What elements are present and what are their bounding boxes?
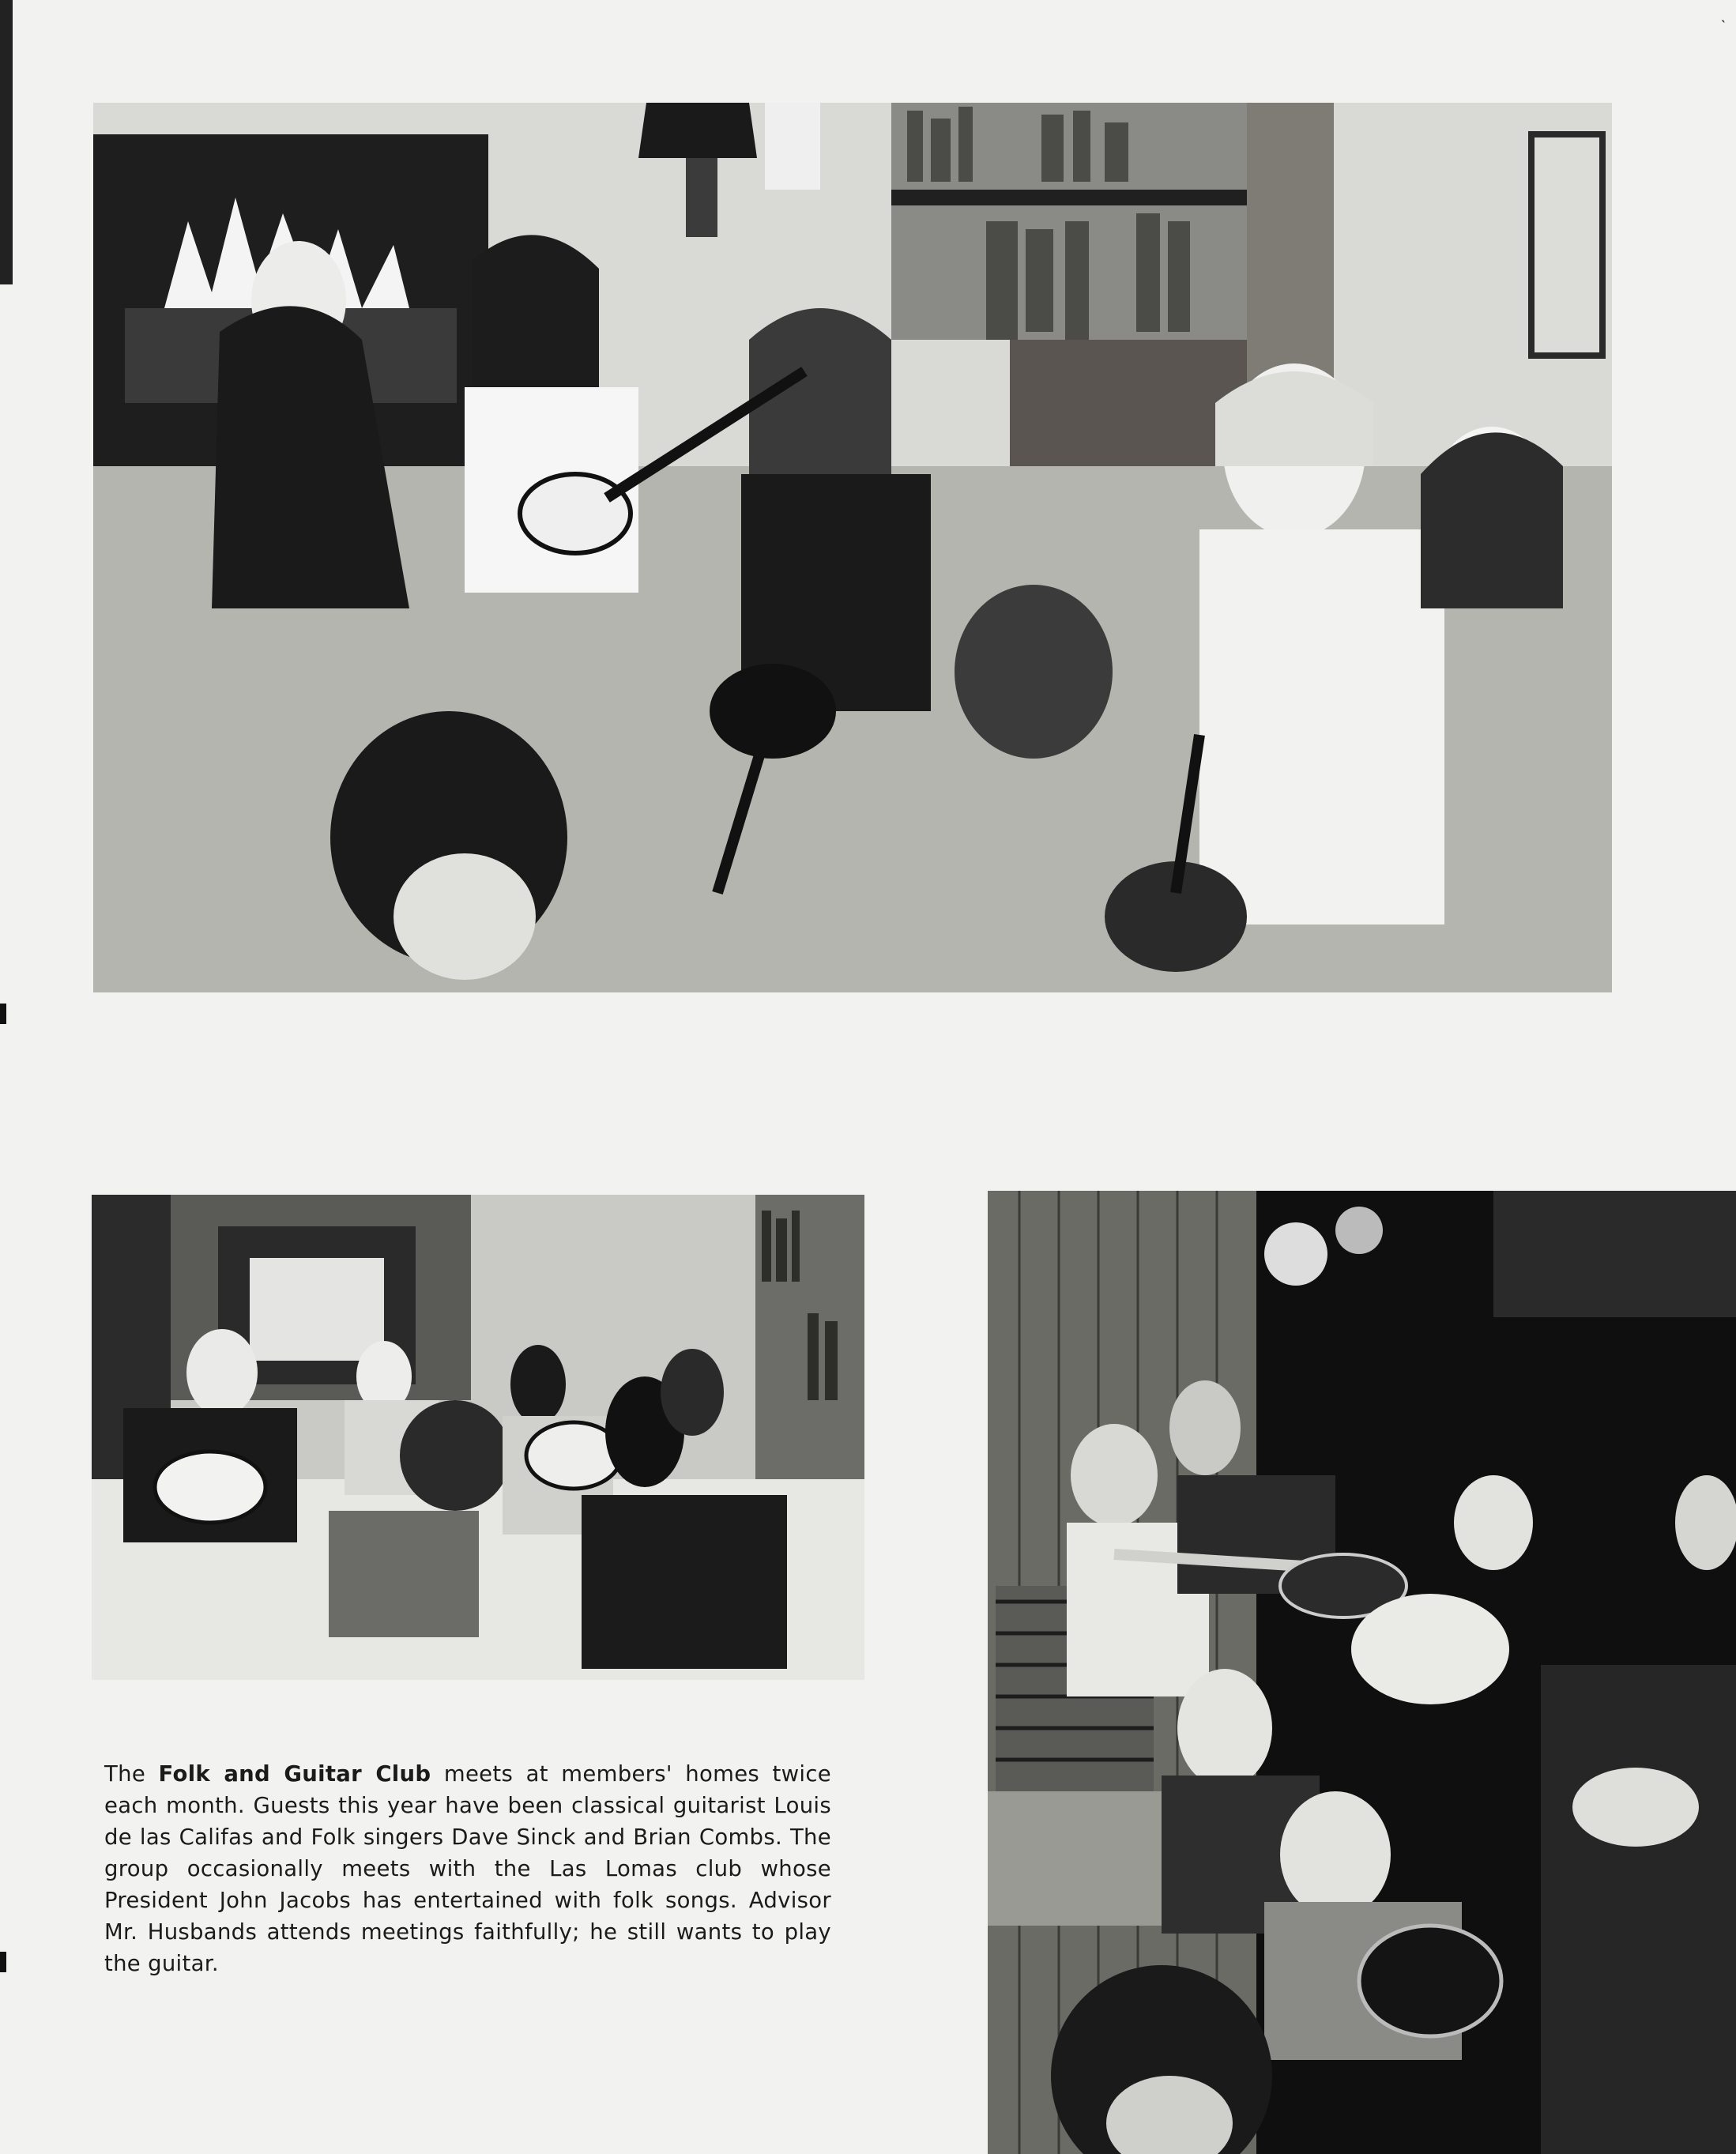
page-edge-shadow — [0, 0, 13, 284]
photo-bottom-right-cushion-session — [988, 1191, 1736, 2154]
club-description-caption — [104, 1758, 831, 1979]
photo-top-fireplace-gathering — [93, 103, 1612, 992]
club-name: Folk and Guitar Club — [158, 1761, 431, 1787]
corner-mark: ˎ — [1720, 3, 1727, 23]
page-registration-mark — [0, 1004, 6, 1024]
caption-prefix: The — [104, 1761, 159, 1787]
photo-bottom-left-guitarists — [92, 1195, 864, 1680]
caption-body: meets at members' homes twice each month. Guests this year have been classical guitarist Louis de las Califas and Folk singers Dave Sinck and Brian Combs. The group occasionally meets with the Las Lomas club whose President John Jacobs has entertained with folk songs. Advisor Mr. Husbands attends meetings faithfully; he still wants to play the guitar. — [104, 1761, 831, 1976]
page-registration-mark — [0, 1952, 6, 1972]
